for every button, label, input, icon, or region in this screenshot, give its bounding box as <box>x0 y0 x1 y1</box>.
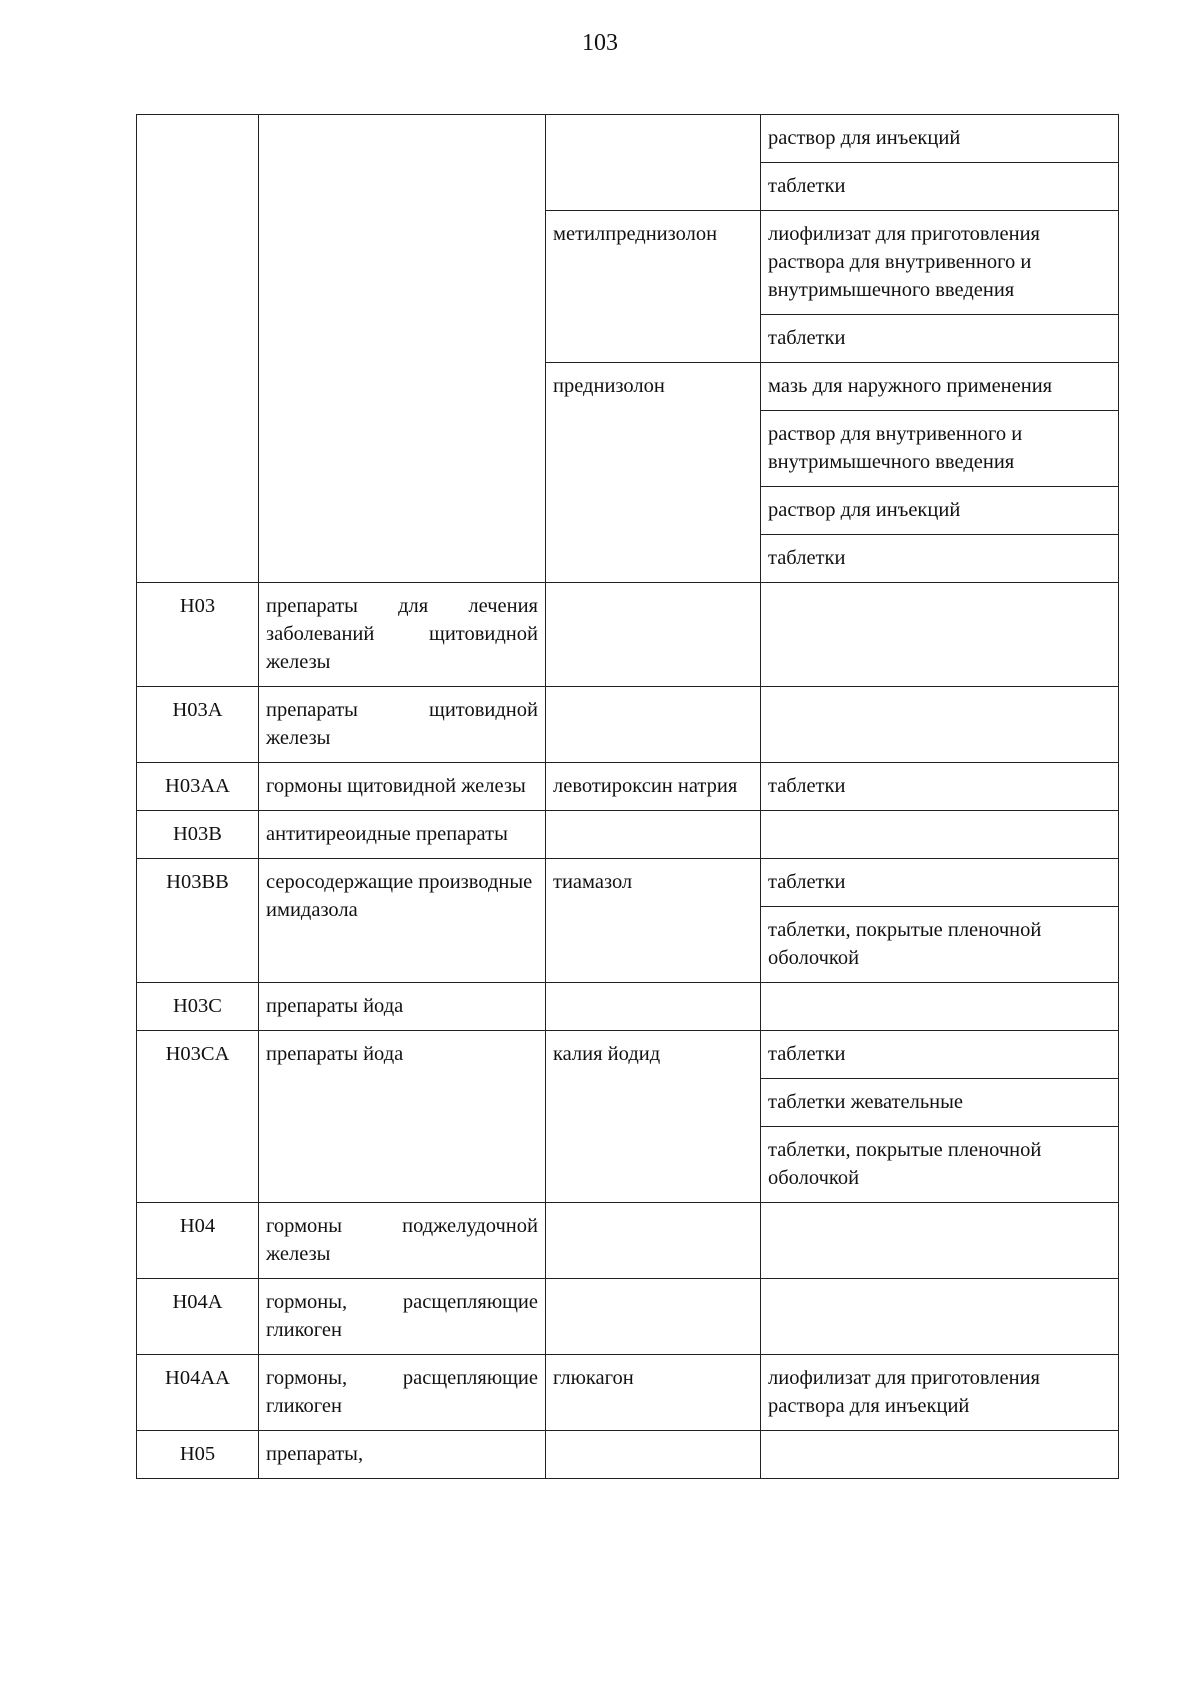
drug-name-cell: метилпреднизолон <box>546 211 761 363</box>
dosage-form-cell: таблетки, покрытые пленочной оболочкой <box>761 1127 1119 1203</box>
group-name-cell: препараты щитовидной железы <box>259 687 546 763</box>
dosage-form-cell: таблетки <box>761 1031 1119 1079</box>
atc-code-cell <box>137 115 259 583</box>
dosage-form-cell: таблетки <box>761 163 1119 211</box>
drug-name-cell: левотироксин натрия <box>546 763 761 811</box>
atc-code-cell: H04A <box>137 1279 259 1355</box>
drug-name-cell <box>546 1279 761 1355</box>
dosage-form-cell <box>761 687 1119 763</box>
dosage-form-cell <box>761 1431 1119 1479</box>
atc-code-cell: H03 <box>137 583 259 687</box>
drug-name-cell <box>546 115 761 211</box>
drug-name-cell: глюкагон <box>546 1355 761 1431</box>
dosage-form-cell <box>761 583 1119 687</box>
dosage-form-cell: лиофилизат для приготовления раствора для инъекций <box>761 1355 1119 1431</box>
table-row <box>137 1279 1119 1355</box>
dosage-form-cell: таблетки <box>761 535 1119 583</box>
group-name-cell: препараты, <box>259 1431 546 1479</box>
drug-name-cell <box>546 687 761 763</box>
table-row <box>137 583 1119 687</box>
table-row <box>137 115 1119 163</box>
dosage-form-cell: таблетки, покрытые пленочной оболочкой <box>761 907 1119 983</box>
atc-code-cell: H03A <box>137 687 259 763</box>
atc-code-cell: H03CA <box>137 1031 259 1203</box>
atc-code-cell: H05 <box>137 1431 259 1479</box>
table-row <box>137 1431 1119 1479</box>
group-name-cell: препараты йода <box>259 983 546 1031</box>
group-name-cell: антитиреоидные препараты <box>259 811 546 859</box>
page-number: 103 <box>582 30 618 56</box>
drug-name-cell: калия йодид <box>546 1031 761 1203</box>
table-row <box>137 687 1119 763</box>
drug-name-cell <box>546 811 761 859</box>
table-row <box>137 983 1119 1031</box>
drug-name-cell: преднизолон <box>546 363 761 583</box>
group-name-cell: гормоны щитовидной железы <box>259 763 546 811</box>
group-name-cell <box>259 115 546 583</box>
drug-name-cell <box>546 1203 761 1279</box>
atc-code-cell: H03BB <box>137 859 259 983</box>
dosage-form-cell: мазь для наружного применения <box>761 363 1119 411</box>
dosage-form-cell: таблетки жевательные <box>761 1079 1119 1127</box>
table-row <box>137 859 1119 907</box>
dosage-form-cell: таблетки <box>761 859 1119 907</box>
drug-name-cell <box>546 583 761 687</box>
dosage-form-cell: таблетки <box>761 315 1119 363</box>
table-row <box>137 1355 1119 1431</box>
dosage-form-cell: раствор для инъекций <box>761 487 1119 535</box>
dosage-form-cell: раствор для внутривенного и внутримышечного введения <box>761 411 1119 487</box>
dosage-form-cell <box>761 811 1119 859</box>
group-name-cell: гормоны поджелудочной железы <box>259 1203 546 1279</box>
atc-code-cell: H03AA <box>137 763 259 811</box>
atc-code-cell: H04AA <box>137 1355 259 1431</box>
group-name-cell: гормоны, расщепляющие гликоген <box>259 1279 546 1355</box>
dosage-form-cell <box>761 983 1119 1031</box>
group-name-cell: препараты йода <box>259 1031 546 1203</box>
dosage-form-cell: лиофилизат для приготовления раствора для внутривенного и внутримышечного введения <box>761 211 1119 315</box>
table-row <box>137 1203 1119 1279</box>
dosage-form-cell <box>761 1279 1119 1355</box>
drug-name-cell <box>546 1431 761 1479</box>
dosage-form-cell: раствор для инъекций <box>761 115 1119 163</box>
atc-code-cell: H04 <box>137 1203 259 1279</box>
dosage-form-cell <box>761 1203 1119 1279</box>
drug-table <box>136 114 1119 1479</box>
dosage-form-cell: таблетки <box>761 763 1119 811</box>
group-name-cell: серосодержащие производные имидазола <box>259 859 546 983</box>
table-row <box>137 1031 1119 1079</box>
group-name-cell: гормоны, расщепляющие гликоген <box>259 1355 546 1431</box>
atc-code-cell: H03B <box>137 811 259 859</box>
drug-name-cell: тиамазол <box>546 859 761 983</box>
group-name-cell: препараты для лечения заболеваний щитовидной железы <box>259 583 546 687</box>
table-row <box>137 763 1119 811</box>
table-row <box>137 811 1119 859</box>
drug-name-cell <box>546 983 761 1031</box>
atc-code-cell: H03C <box>137 983 259 1031</box>
